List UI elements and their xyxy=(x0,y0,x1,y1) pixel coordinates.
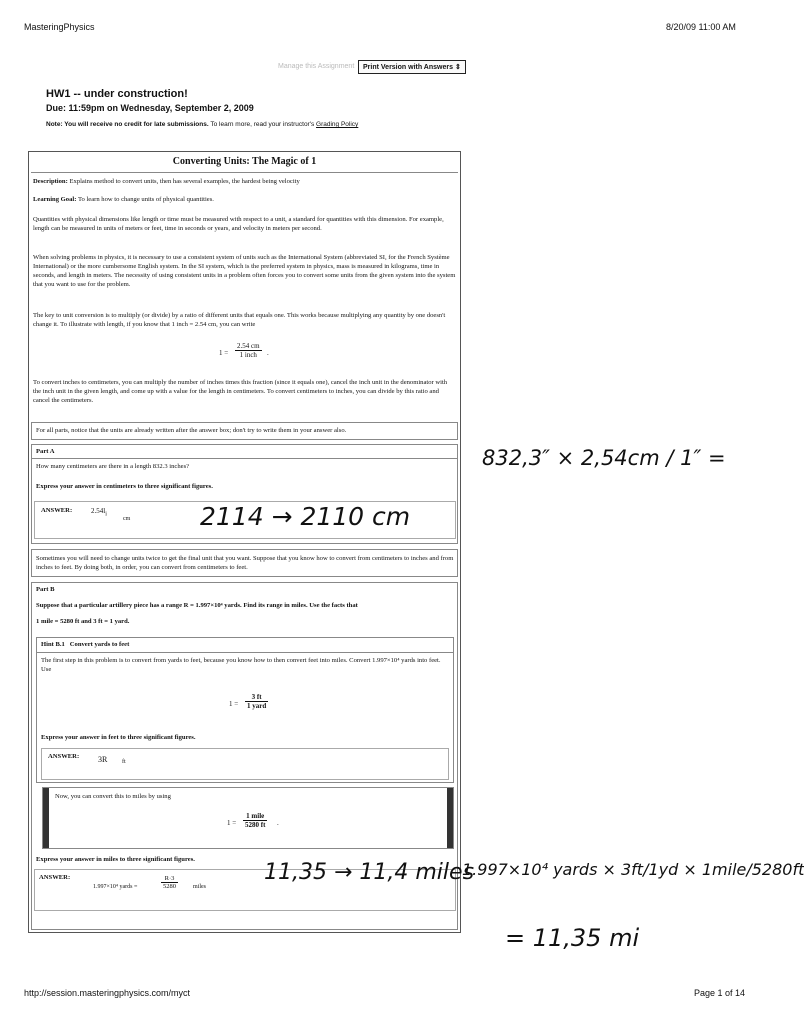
hint-b1-header[interactable] xyxy=(41,641,129,648)
hint-b1-instruction: Express your answer in feet to three significant figures. xyxy=(41,734,196,741)
paragraph-3: The key to unit conversion is to multiply (or divide) by a ratio of different units that equals one. This works because multiplying any quantity by one doesn't change it. To illustrate with length, if you know that 1 inch = 2.54 cm, you can write xyxy=(33,312,446,328)
problem-box xyxy=(28,151,461,933)
handwritten-part-a-work: 832,3″ × 2,54cm / 1″ = xyxy=(482,446,726,470)
transition-text: Sometimes you will need to change units twice to get the final unit that you want. Suppose that you know how to convert from centimeters to inches and from inches to feet. By doing both, in order, you can convert from centimeters to feet. xyxy=(36,555,454,571)
part-b-answer-denominator: 5280 xyxy=(163,883,176,890)
toolbar xyxy=(270,60,470,76)
page-number: Page 1 of 14 xyxy=(694,988,746,998)
handwritten-part-b-result: = 11,35 mi xyxy=(505,924,640,952)
select-arrows-icon: ⇕ xyxy=(454,64,461,71)
eq1-fraction xyxy=(235,342,262,359)
eq1-numerator: 2.54 cm xyxy=(237,342,260,350)
divider xyxy=(31,172,458,173)
print-version-select[interactable] xyxy=(358,60,466,74)
left-bar xyxy=(43,788,49,848)
eq3-fraction xyxy=(243,812,267,829)
handwritten-part-b-work: 1.997×10⁴ yards × 3ft/1yd × 1mile/5280ft xyxy=(462,860,804,879)
part-a-question: How many centimeters are there in a length 832.3 inches? xyxy=(36,463,190,470)
eq1-denominator: 1 inch xyxy=(239,351,257,359)
part-a-answer-value: 2.54l xyxy=(91,507,106,515)
part-a-answer-unit: cm xyxy=(123,516,131,522)
hint-b1-label: Hint B.1 xyxy=(41,641,65,648)
goal-text: To learn how to change units of physical quantities. xyxy=(77,196,214,203)
late-note-text: To learn more, read your instructor's xyxy=(210,121,315,128)
hint-answer-value[interactable]: 3R xyxy=(98,755,108,764)
print-version-label: Print Version with Answers xyxy=(363,64,453,71)
problem-title: Converting Units: The Magic of 1 xyxy=(172,156,317,167)
divider xyxy=(37,652,453,653)
part-a-label: Part A xyxy=(36,448,55,455)
eq2-denominator: 1 yard xyxy=(247,702,267,710)
description-text: Explains method to convert units, then has several examples, the hardest being velocity xyxy=(69,178,300,185)
part-b-instruction: Express your answer in miles to three significant figures. xyxy=(36,856,195,863)
eq2-lhs: 1 = xyxy=(229,700,239,708)
part-b-answer-label: ANSWER: xyxy=(39,874,71,881)
part-b-facts: 1 mile = 5280 ft and 3 ft = 1 yard. xyxy=(36,618,130,625)
hint-b1-box xyxy=(36,637,454,783)
divider xyxy=(32,458,457,459)
hint-answer-label: ANSWER: xyxy=(48,753,80,760)
eq2-fraction xyxy=(245,693,268,710)
hint-b1-title: Convert yards to feet xyxy=(69,641,130,648)
part-b-question: Suppose that a particular artillery piece has a range R = 1.997×10⁴ yards. Find its range in miles. Use the facts that xyxy=(36,602,358,609)
now-convert-box xyxy=(42,787,454,849)
part-a-answer-sub: i xyxy=(105,511,107,518)
handwritten-part-a-answer: 2114 → 2110 cm xyxy=(200,502,411,531)
page-url: http://session.masteringphysics.com/myct xyxy=(24,988,191,998)
assignment-due: Due: 11:59pm on Wednesday, September 2, 2009 xyxy=(46,103,254,113)
app-name: MasteringPhysics xyxy=(24,22,95,32)
part-a-answer-field[interactable] xyxy=(91,507,107,517)
assignment-title: HW1 -- under construction! xyxy=(46,88,188,100)
eq1-tail: . xyxy=(267,349,269,357)
description xyxy=(33,177,456,186)
goal-label: Learning Goal: xyxy=(33,196,77,203)
manage-assignment-link[interactable]: Manage this Assignment xyxy=(278,63,355,70)
hint-answer-box xyxy=(41,748,449,780)
print-datetime: 8/20/09 11:00 AM xyxy=(666,22,736,32)
now-text: Now, you can convert this to miles by using xyxy=(55,793,171,800)
eq3-numerator: 1 mile xyxy=(243,812,267,821)
paragraph-4: To convert inches to centimeters, you can multiply the number of inches times this fraction (since it equals one), cancel the inch unit in the denominator with the inch unit in the given length, and come up with a value for the length in centimeters. To convert centimeters to inches, you can divide by this ratio and cancel the centimeters. xyxy=(33,379,448,404)
eq3-denominator: 5280 ft xyxy=(245,821,266,829)
transition-box xyxy=(31,549,458,577)
description-label: Description: xyxy=(33,178,68,185)
part-b-label: Part B xyxy=(36,586,55,593)
late-note-bold: Note: You will receive no credit for late submissions. xyxy=(46,121,209,128)
eq2-numerator: 3 ft xyxy=(245,693,268,702)
eq3-lhs: 1 = xyxy=(227,819,237,827)
hint-b1-text: The first step in this problem is to convert from yards to feet, because you know how to then convert feet into miles. Convert 1.997×10⁴ yards into feet. Use xyxy=(41,657,441,673)
all-parts-note-box xyxy=(31,422,458,440)
paragraph-2: When solving problems in physics, it is necessary to use a consistent system of units such as the International System (abbreviated SI, for the French Système International) or the more cumbersome English system. In the SI system, which is the preferred system in physics, mass is measured in kilograms, time in seconds, and length in meters. The necessity of using consistent units in a problem often forces you to convert some units from the given system into the system that you want to use for the problem. xyxy=(33,254,456,288)
paragraph-1: Quantities with physical dimensions like length or time must be measured with respect to a unit, a standard for quantities with this dimension. For example, length can be measured in units of meters or feet, time in seconds or years, and velocity in meters per second. xyxy=(33,216,444,232)
learning-goal xyxy=(33,195,456,204)
eq3-tail: . xyxy=(277,819,279,827)
part-b-answer-numerator: R·3 xyxy=(161,875,178,883)
part-b-answer-fraction[interactable] xyxy=(161,875,178,890)
part-b-answer-unit: miles xyxy=(193,884,206,890)
part-a-answer-label: ANSWER: xyxy=(41,507,73,514)
grading-policy-link[interactable]: Grading Policy xyxy=(316,121,359,128)
late-note xyxy=(46,121,358,128)
part-b-answer-lhs: 1.997×10⁴ yards = xyxy=(93,884,138,890)
hint-answer-unit: ft xyxy=(122,759,126,765)
part-a-instruction: Express your answer in centimeters to three significant figures. xyxy=(36,483,213,490)
handwritten-part-b-answer: 11,35 → 11,4 miles xyxy=(264,860,475,885)
all-parts-note: For all parts, notice that the units are already written after the answer box; don't try to write them in your answer also. xyxy=(36,427,347,434)
eq1-lhs: 1 = xyxy=(219,349,229,357)
